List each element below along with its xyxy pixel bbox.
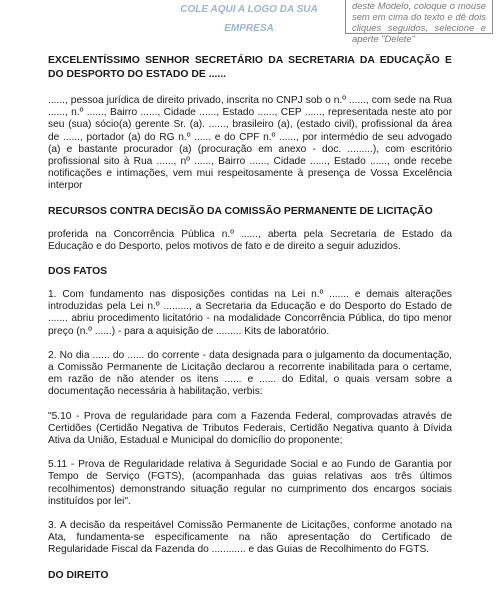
fato-2-paragraph: 2. No dia ...... do ...... do corrente - data designada para o julgamento da documentação, a Comissão Permanente de Licitação declarou a recorrente inabilitada para o certame, em razão de não atender os itens ...... e ...... do Edital, o quais versam sobre a documentação necessária à habilitação, verbis:	[48, 349, 452, 398]
document-body	[48, 54, 452, 593]
quote-5-10-paragraph: "5.10 - Prova de regularidade para com a Fazenda Federal, comprovadas através de Certidões (Certidão Negativa de Tributos Federais, Certidão Negativa quanto à Dívida Ativa da União, Estadual e Municipal do domicílio do proponente;	[48, 410, 452, 447]
quote-5-11-paragraph: 5.11 - Prova de Regularidade relativa à Seguridade Social e ao Fundo de Garantia por Tempo de Serviço (FGTS), (acompanhada das guias relativas aos três últimos recolhimentos) demonstrando situação regular no cumprimento dos encargos sociais instituídos por lei".	[48, 459, 452, 507]
direito-heading: DO DIREITO	[48, 569, 109, 581]
addressee-heading: EXCELENTÍSSIMO SENHOR SECRETÁRIO DA SECRETARIA DA EDUCAÇÃO E DO DESPORTO DO ESTADO DE ......	[48, 55, 452, 80]
instruction-tip-box: deste Modelo, coloque o mouse sem em cima do texto e dê dois cliques seguidos, selecione e aperte "Delete"	[345, 0, 493, 34]
fato-3-paragraph: 3. A decisão da respeitável Comissão Permanente de Licitações, conforme anotado na Ata, fundamenta-se especificamente na não apresentação do Certificado de Regularidade Fiscal da Fazenda do ............ e das Guias de Recolhimento do FGTS.	[48, 520, 452, 556]
intro-paragraph: ......, pessoa jurídica de direito privado, inscrita no CNPJ sob o n.º ......, com sede na Rua ......, n.º ......, Bairro ......, Cidade ......, Estado ......, CEP ......, representada neste ato por seu (sua) sócio(a) gerente Sr. (a). ......, brasileiro (a), (estado civil), profissional da área de ......, portador (a) do RG n.º ...... e do CPF n.º ......, por intermédio de seu advogado (a) e bastante procurador (a) (procuração em anexo - doc. .........), com escritório profissional sito à Rua ......, nº ......, Bairro ......, Cidade ......, Estado ......, onde recebe notificações e intimações, vem mui respeitosamente à presença de Vossa Excelência interpor	[48, 95, 452, 192]
recurso-heading: RECURSOS CONTRA DECISÃO DA COMISSÃO PERMANENTE DE LICITAÇÃO	[48, 205, 433, 217]
fato-1-paragraph: 1. Com fundamento nas disposições contidas na Lei n.º ....... e demais alterações introduzidas pela Lei n.º ........., a Secretaria da Educação e do Desporto do Estado de ....... abriu procedimento licitatório - na modalidade Concorrência Pública, do tipo menor preço (n.º ......) - para a aquisição de ......... Kits de laboratório.	[48, 289, 452, 337]
logo-placeholder: COLE AQUI A LOGO DA SUA EMPRESA	[180, 4, 318, 34]
fatos-heading: DOS FATOS	[48, 266, 108, 278]
recurso-paragraph: proferida na Concorrência Pública n.º ......, aberta pela Secretaria de Estado da Educação e do Desporto, pelos motivos de fato e de direito a seguir aduzidos.	[48, 228, 452, 252]
